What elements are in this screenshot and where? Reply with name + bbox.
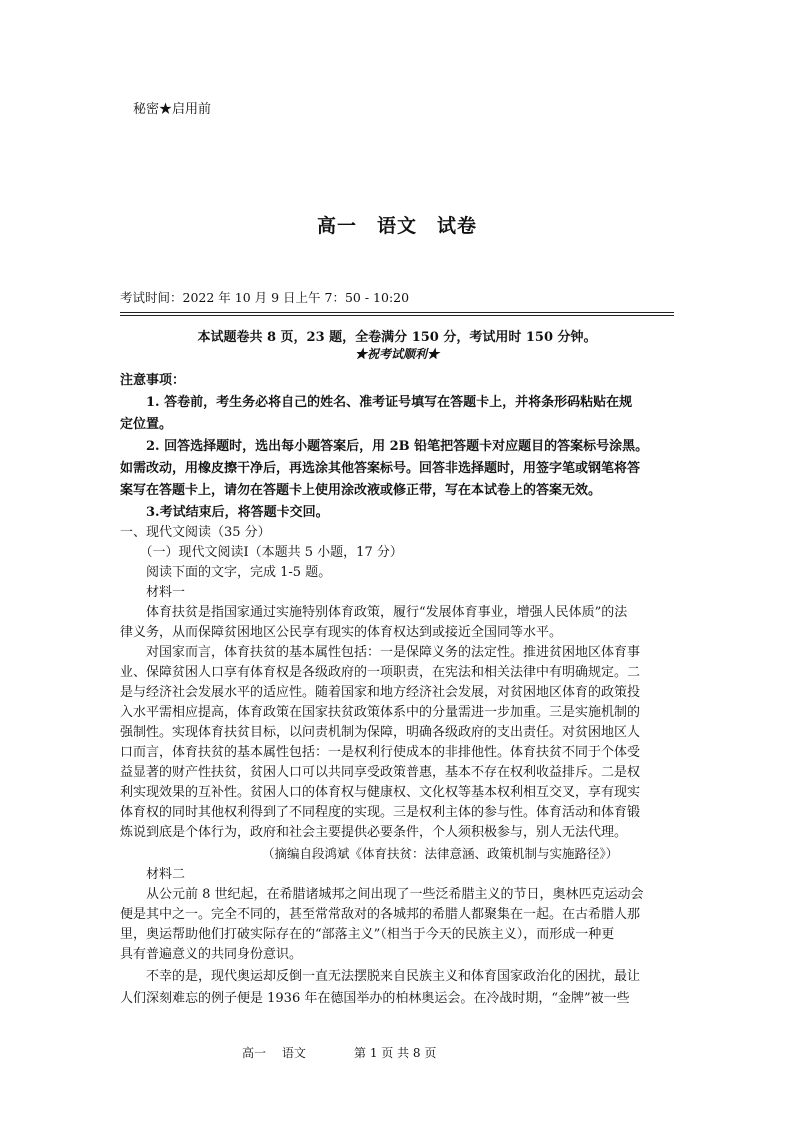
material-label: 材料一 (120, 585, 186, 600)
paragraph-line: 律义务，从而保障贫困地区公民享有现实的体育权达到或接近全国同等水平。 (120, 625, 563, 640)
paragraph-line: 具有普遍意义的共同身份意识。 (120, 947, 303, 962)
section-title: 一、现代文阅读（35 分） (120, 525, 271, 540)
paragraph-line: 便是其中之一。完全不同的，甚至常常敌对的各城邦的希腊人都聚集在一起。在古希腊人那 (120, 907, 641, 922)
paragraph-line: 口而言，体育扶贫的基本属性包括：一是权利行使成本的非排他性。体育扶贫不同于个体受 (120, 745, 641, 760)
notice-line: 2. 回答选择题时，选出每小题答案后，用 2B 铅笔把答题卡对应题目的答案标号涂黑。 (120, 439, 649, 454)
material-source: （摘编自段鸿斌《体育扶贫：法律意涵、政策机制与实施路径》） (262, 846, 619, 861)
subsection-title: （一）现代文阅读Ⅰ（本题共 5 小题，17 分） (120, 545, 403, 560)
confidential-label: 秘密★启用前 (133, 102, 212, 117)
paragraph-line: 人们深刻难忘的例子便是 1936 年在德国举办的柏林奥运会。在冷战时期，“金牌”被一些 (120, 991, 630, 1006)
good-luck-note: ★祝考试顺利★ (354, 347, 439, 361)
paragraph-line: 入水平需相应提高，体育政策在国家扶贫政策体系中的分量需进一步加重。三是实施机制的 (120, 705, 641, 720)
notice-line: 如需改动，用橡皮擦干净后，再选涂其他答案标号。回答非选择题时，用签字笔或钢笔将答 (120, 461, 641, 476)
paragraph-line: 体育权的同时其他权利得到了不同程度的实现。三是权利主体的参与性。体育活动和体育锻 (120, 805, 641, 820)
paragraph-line: 是与经济社会发展水平的适应性。随着国家和地方经济社会发展，对贫困地区体育的政策投 (120, 685, 641, 700)
paragraph-line: 里，奥运帮助他们打破实际存在的“部落主义”（相当于今天的民族主义），而形成一种更 (120, 927, 615, 942)
paragraph-line: 从公元前 8 世纪起，在希腊诸城邦之间出现了一些泛希腊主义的节日，奥林匹克运动会 (120, 887, 644, 902)
footer-subject: 高一 语文 (242, 1046, 306, 1060)
divider-line (120, 315, 674, 316)
notice-line: 定位置。 (120, 417, 173, 432)
paragraph-line: 对国家而言，体育扶贫的基本属性包括：一是保障义务的法定性。推进贫困地区体育事 (120, 645, 641, 660)
page-title: 高一 语文 试卷 (316, 215, 477, 237)
notice-line: 案写在答题卡上，请勿在答题卡上使用涂改液或修正带，写在本试卷上的答案无效。 (120, 483, 602, 498)
paragraph-line: 体育扶贫是指国家通过实施特别体育政策，履行“发展体育事业，增强人民体质”的法 (120, 605, 628, 620)
paragraph-line: 强制性。实现体育扶贫目标，以问责机制为保障，明确各级政府的支出责任。对贫困地区人 (120, 725, 641, 740)
material-label: 材料二 (120, 867, 186, 882)
paragraph-line: 益显著的财产性扶贫，贫困人口可以共同享受政策普惠，基本不存在权利收益排斥。二是权 (120, 765, 641, 780)
paragraph-line: 不幸的是，现代奥运却反倒一直无法摆脱来自民族主义和体育国家政治化的困扰，最让 (120, 969, 641, 984)
notice-line: 1. 答卷前，考生务必将自己的姓名、准考证号填写在答题卡上，并将条形码粘贴在规 (120, 395, 633, 410)
exam-summary: 本试题卷共 8 页，23 题，全卷满分 150 分，考试用时 150 分钟。 (197, 330, 597, 345)
reading-instruction: 阅读下面的文字，完成 1-5 题。 (120, 565, 332, 580)
paragraph-line: 利实现效果的互补性。贫困人口的体育权与健康权、文化权等基本权利相互交叉，享有现实 (120, 785, 641, 800)
footer-page-number: 第 1 页 共 8 页 (354, 1046, 437, 1060)
paragraph-line: 炼说到底是个体行为，政府和社会主要提供必要条件，个人须积极参与，别人无法代理。 (120, 825, 628, 840)
exam-time: 考试时间：2022 年 10 月 9 日上午 7：50 - 10:20 (120, 290, 410, 305)
paragraph-line: 业、保障贫困人口享有体育权是各级政府的一项职责，在宪法和相关法律中有明确规定。二 (120, 665, 641, 680)
divider-line (120, 312, 674, 313)
notice-heading: 注意事项： (120, 373, 186, 388)
notice-line: 3.考试结束后，将答题卡交回。 (120, 505, 329, 520)
